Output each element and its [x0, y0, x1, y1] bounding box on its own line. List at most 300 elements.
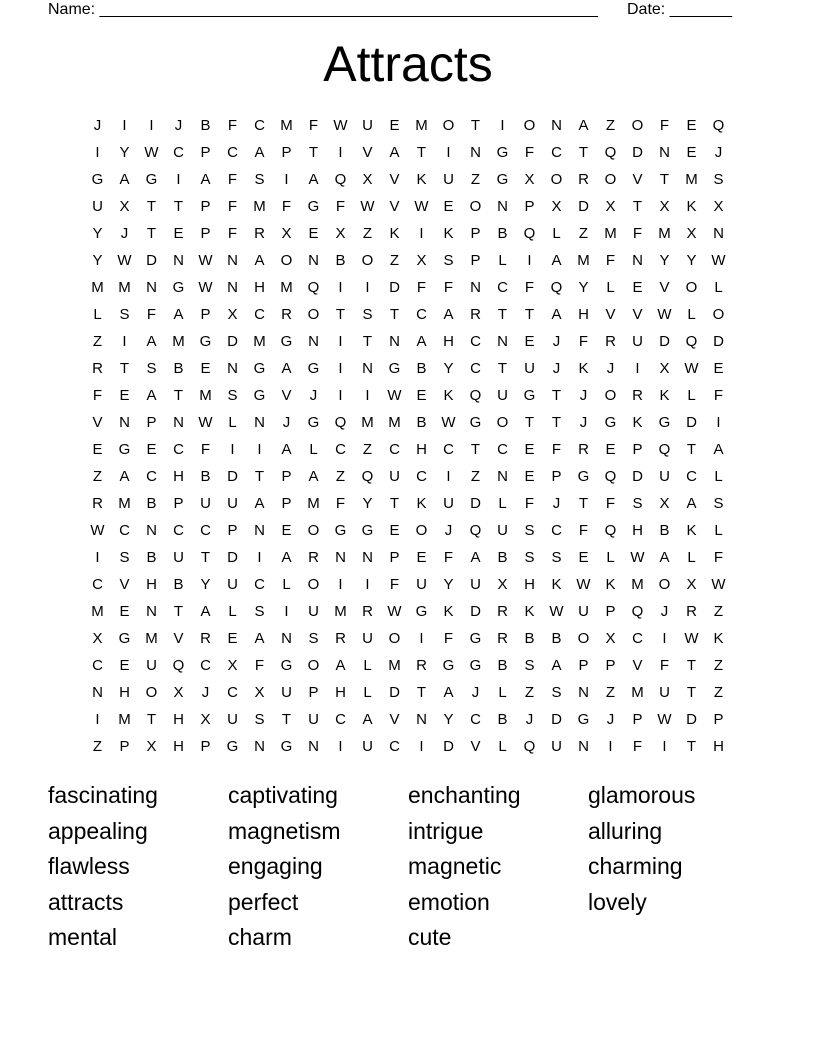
grid-letter[interactable]: J [606, 360, 615, 377]
grid-letter[interactable]: C [173, 441, 184, 458]
grid-letter[interactable]: J [660, 603, 669, 620]
grid-letter[interactable]: L [309, 441, 318, 458]
grid-letter[interactable]: Y [119, 144, 130, 161]
grid-letter[interactable]: R [281, 306, 292, 323]
grid-letter[interactable]: B [497, 657, 508, 674]
grid-letter[interactable]: Z [713, 657, 724, 674]
grid-letter[interactable]: W [387, 387, 402, 404]
grid-letter[interactable]: P [605, 657, 616, 674]
grid-letter[interactable]: G [496, 171, 509, 188]
grid-letter[interactable]: C [389, 441, 400, 458]
grid-letter[interactable]: N [254, 414, 265, 431]
grid-letter[interactable]: J [471, 684, 480, 701]
grid-letter[interactable]: F [659, 657, 670, 674]
grid-letter[interactable]: I [122, 117, 127, 134]
grid-letter[interactable]: V [119, 576, 130, 593]
name-field[interactable]: Name: ________________________________________________________ [48, 1, 598, 18]
grid-letter[interactable]: N [389, 333, 400, 350]
grid-letter[interactable]: I [95, 711, 100, 728]
grid-letter[interactable]: U [281, 684, 292, 701]
grid-letter[interactable]: H [416, 441, 427, 458]
grid-letter[interactable]: Q [361, 468, 374, 485]
grid-letter[interactable]: T [308, 144, 319, 161]
grid-letter[interactable]: Q [523, 738, 536, 755]
grid-letter[interactable]: Y [686, 252, 697, 269]
grid-letter[interactable]: L [498, 738, 507, 755]
grid-letter[interactable]: J [174, 117, 183, 134]
grid-letter[interactable]: H [578, 306, 589, 323]
grid-letter[interactable]: T [686, 684, 697, 701]
grid-letter[interactable]: G [280, 738, 293, 755]
grid-letter[interactable]: A [281, 549, 292, 566]
grid-letter[interactable]: P [200, 225, 211, 242]
grid-letter[interactable]: A [200, 603, 211, 620]
grid-letter[interactable]: W [684, 360, 699, 377]
grid-letter[interactable]: C [173, 144, 184, 161]
grid-letter[interactable]: X [605, 630, 616, 647]
grid-letter[interactable]: U [524, 360, 535, 377]
grid-letter[interactable]: P [578, 657, 589, 674]
grid-letter[interactable]: J [201, 684, 210, 701]
grid-letter[interactable]: E [92, 441, 103, 458]
grid-letter[interactable]: E [605, 441, 616, 458]
grid-letter[interactable]: C [92, 657, 103, 674]
grid-letter[interactable]: N [335, 549, 346, 566]
grid-letter[interactable]: P [389, 549, 400, 566]
grid-letter[interactable]: U [308, 603, 319, 620]
grid-letter[interactable]: P [524, 198, 535, 215]
grid-letter[interactable]: G [388, 360, 401, 377]
grid-letter[interactable]: Z [578, 225, 589, 242]
grid-letter[interactable]: F [524, 144, 535, 161]
grid-letter[interactable]: A [416, 333, 427, 350]
grid-letter[interactable]: U [659, 468, 670, 485]
grid-letter[interactable]: Z [389, 252, 400, 269]
grid-letter[interactable]: A [119, 171, 130, 188]
grid-letter[interactable]: M [145, 630, 158, 647]
grid-letter[interactable]: R [362, 603, 373, 620]
grid-letter[interactable]: C [173, 522, 184, 539]
grid-letter[interactable]: V [362, 144, 373, 161]
grid-letter[interactable]: D [713, 333, 724, 350]
grid-letter[interactable]: F [713, 549, 724, 566]
grid-letter[interactable]: W [387, 603, 402, 620]
grid-letter[interactable]: F [524, 495, 535, 512]
grid-letter[interactable]: G [91, 171, 104, 188]
grid-letter[interactable]: U [92, 198, 103, 215]
grid-letter[interactable]: N [497, 198, 508, 215]
grid-letter[interactable]: V [605, 306, 616, 323]
grid-letter[interactable]: R [632, 387, 643, 404]
grid-letter[interactable]: P [146, 414, 157, 431]
grid-letter[interactable]: M [388, 414, 401, 431]
grid-letter[interactable]: C [470, 333, 481, 350]
grid-letter[interactable]: K [416, 495, 427, 512]
grid-letter[interactable]: S [632, 495, 643, 512]
grid-letter[interactable]: X [200, 711, 211, 728]
grid-letter[interactable]: O [307, 576, 320, 593]
grid-letter[interactable]: U [551, 738, 562, 755]
grid-letter[interactable]: P [119, 738, 130, 755]
grid-letter[interactable]: E [443, 198, 454, 215]
grid-letter[interactable]: A [254, 630, 265, 647]
grid-letter[interactable]: B [551, 630, 562, 647]
grid-letter[interactable]: Z [92, 738, 103, 755]
grid-letter[interactable]: T [389, 306, 400, 323]
grid-letter[interactable]: Q [334, 414, 347, 431]
grid-letter[interactable]: R [578, 441, 589, 458]
grid-letter[interactable]: M [388, 657, 401, 674]
grid-letter[interactable]: Y [578, 279, 589, 296]
grid-letter[interactable]: W [711, 252, 726, 269]
grid-letter[interactable]: N [551, 117, 562, 134]
grid-letter[interactable]: T [551, 387, 562, 404]
grid-letter[interactable]: C [551, 522, 562, 539]
grid-letter[interactable]: Q [631, 603, 644, 620]
grid-letter[interactable]: E [146, 441, 157, 458]
grid-letter[interactable]: H [173, 738, 184, 755]
grid-letter[interactable]: A [173, 306, 184, 323]
grid-letter[interactable]: X [659, 360, 670, 377]
grid-letter[interactable]: N [362, 549, 373, 566]
grid-letter[interactable]: B [416, 360, 427, 377]
grid-letter[interactable]: U [362, 630, 373, 647]
grid-letter[interactable]: P [632, 441, 643, 458]
grid-letter[interactable]: I [338, 144, 343, 161]
grid-letter[interactable]: I [338, 738, 343, 755]
grid-letter[interactable]: J [552, 360, 561, 377]
grid-letter[interactable]: T [119, 360, 130, 377]
grid-letter[interactable]: Q [550, 279, 563, 296]
grid-letter[interactable]: U [173, 549, 184, 566]
grid-letter[interactable]: V [173, 630, 184, 647]
grid-letter[interactable]: F [443, 630, 454, 647]
grid-letter[interactable]: N [254, 522, 265, 539]
grid-letter[interactable]: F [227, 225, 238, 242]
grid-letter[interactable]: Q [469, 387, 482, 404]
grid-letter[interactable]: K [551, 576, 562, 593]
grid-letter[interactable]: P [200, 738, 211, 755]
grid-letter[interactable]: E [416, 549, 427, 566]
grid-letter[interactable]: X [524, 171, 535, 188]
grid-letter[interactable]: G [199, 333, 212, 350]
grid-letter[interactable]: U [659, 684, 670, 701]
grid-letter[interactable]: N [308, 252, 319, 269]
grid-letter[interactable]: V [389, 171, 400, 188]
grid-letter[interactable]: G [280, 333, 293, 350]
grid-letter[interactable]: A [443, 306, 454, 323]
grid-letter[interactable]: T [659, 171, 670, 188]
grid-letter[interactable]: E [524, 441, 535, 458]
grid-letter[interactable]: P [470, 252, 481, 269]
grid-letter[interactable]: D [146, 252, 157, 269]
grid-letter[interactable]: F [335, 495, 346, 512]
grid-letter[interactable]: A [308, 468, 319, 485]
grid-letter[interactable]: M [307, 495, 320, 512]
grid-letter[interactable]: Z [470, 468, 481, 485]
grid-letter[interactable]: C [416, 306, 427, 323]
grid-letter[interactable]: E [173, 225, 184, 242]
grid-letter[interactable]: P [173, 495, 184, 512]
grid-letter[interactable]: F [524, 279, 535, 296]
grid-letter[interactable]: Y [362, 495, 373, 512]
grid-letter[interactable]: F [308, 117, 319, 134]
grid-letter[interactable]: Y [92, 225, 103, 242]
grid-letter[interactable]: E [119, 603, 130, 620]
grid-letter[interactable]: N [497, 333, 508, 350]
grid-letter[interactable]: S [146, 360, 157, 377]
grid-letter[interactable]: M [199, 387, 212, 404]
grid-letter[interactable]: Q [334, 171, 347, 188]
grid-letter[interactable]: C [335, 441, 346, 458]
grid-letter[interactable]: W [144, 144, 159, 161]
grid-letter[interactable]: S [524, 549, 535, 566]
grid-letter[interactable]: I [608, 738, 613, 755]
grid-letter[interactable]: C [335, 711, 346, 728]
grid-letter[interactable]: Q [469, 522, 482, 539]
grid-letter[interactable]: Q [307, 279, 320, 296]
grid-letter[interactable]: B [659, 522, 670, 539]
grid-letter[interactable]: V [389, 198, 400, 215]
grid-letter[interactable]: K [389, 225, 400, 242]
grid-letter[interactable]: L [714, 522, 723, 539]
grid-letter[interactable]: W [630, 549, 645, 566]
grid-letter[interactable]: N [281, 630, 292, 647]
grid-letter[interactable]: H [254, 279, 265, 296]
grid-letter[interactable]: B [146, 549, 157, 566]
grid-letter[interactable]: E [389, 522, 400, 539]
grid-letter[interactable]: C [227, 684, 238, 701]
grid-letter[interactable]: H [524, 576, 535, 593]
grid-letter[interactable]: E [308, 225, 319, 242]
grid-letter[interactable]: F [551, 441, 562, 458]
grid-letter[interactable]: N [119, 414, 130, 431]
grid-letter[interactable]: O [415, 522, 428, 539]
grid-letter[interactable]: W [441, 414, 456, 431]
grid-letter[interactable]: A [551, 252, 562, 269]
grid-letter[interactable]: V [470, 738, 481, 755]
grid-letter[interactable]: V [92, 414, 103, 431]
grid-letter[interactable]: W [117, 252, 132, 269]
grid-letter[interactable]: J [93, 117, 102, 134]
grid-letter[interactable]: P [200, 144, 211, 161]
grid-letter[interactable]: C [119, 522, 130, 539]
grid-letter[interactable]: W [333, 117, 348, 134]
grid-letter[interactable]: H [146, 576, 157, 593]
grid-letter[interactable]: X [281, 225, 292, 242]
date-field[interactable]: Date: _______ [627, 1, 732, 18]
grid-letter[interactable]: N [173, 252, 184, 269]
grid-letter[interactable]: A [254, 144, 265, 161]
grid-letter[interactable]: R [335, 630, 346, 647]
grid-letter[interactable]: C [686, 468, 697, 485]
grid-letter[interactable]: Y [200, 576, 211, 593]
grid-letter[interactable]: X [362, 171, 373, 188]
grid-letter[interactable]: T [173, 198, 184, 215]
grid-letter[interactable]: Q [604, 144, 617, 161]
grid-letter[interactable]: S [524, 522, 535, 539]
grid-letter[interactable]: E [686, 144, 697, 161]
grid-letter[interactable]: U [443, 495, 454, 512]
grid-letter[interactable]: D [443, 738, 454, 755]
grid-letter[interactable]: E [632, 279, 643, 296]
grid-letter[interactable]: O [361, 252, 374, 269]
grid-letter[interactable]: D [659, 333, 670, 350]
grid-letter[interactable]: Z [524, 684, 535, 701]
grid-letter[interactable]: X [659, 495, 670, 512]
grid-letter[interactable]: Q [712, 117, 725, 134]
grid-letter[interactable]: W [684, 630, 699, 647]
grid-letter[interactable]: R [470, 306, 481, 323]
grid-letter[interactable]: T [686, 657, 697, 674]
grid-letter[interactable]: O [631, 117, 644, 134]
grid-letter[interactable]: N [146, 522, 157, 539]
grid-letter[interactable]: K [443, 603, 454, 620]
grid-letter[interactable]: T [146, 198, 157, 215]
grid-letter[interactable]: M [604, 225, 617, 242]
grid-letter[interactable]: O [685, 279, 698, 296]
grid-letter[interactable]: K [713, 630, 724, 647]
grid-letter[interactable]: C [470, 711, 481, 728]
grid-letter[interactable]: N [470, 144, 481, 161]
grid-letter[interactable]: U [227, 495, 238, 512]
grid-letter[interactable]: U [308, 711, 319, 728]
grid-letter[interactable]: S [443, 252, 454, 269]
grid-letter[interactable]: X [686, 225, 697, 242]
grid-letter[interactable]: S [308, 630, 319, 647]
grid-letter[interactable]: K [659, 387, 670, 404]
grid-letter[interactable]: G [307, 360, 320, 377]
grid-letter[interactable]: Z [92, 468, 103, 485]
grid-letter[interactable]: B [173, 360, 184, 377]
grid-letter[interactable]: I [419, 630, 424, 647]
grid-letter[interactable]: P [227, 522, 238, 539]
grid-letter[interactable]: C [254, 306, 265, 323]
grid-letter[interactable]: G [577, 711, 590, 728]
grid-letter[interactable]: C [146, 468, 157, 485]
grid-letter[interactable]: A [551, 657, 562, 674]
grid-letter[interactable]: M [658, 225, 671, 242]
grid-letter[interactable]: F [227, 171, 238, 188]
grid-letter[interactable]: W [198, 414, 213, 431]
grid-letter[interactable]: O [604, 387, 617, 404]
grid-letter[interactable]: V [632, 171, 643, 188]
grid-letter[interactable]: P [281, 468, 292, 485]
grid-letter[interactable]: F [659, 117, 670, 134]
grid-letter[interactable]: S [254, 603, 265, 620]
grid-letter[interactable]: O [604, 171, 617, 188]
grid-letter[interactable]: J [309, 387, 318, 404]
grid-letter[interactable]: B [497, 225, 508, 242]
grid-letter[interactable]: O [712, 306, 725, 323]
grid-letter[interactable]: C [254, 117, 265, 134]
grid-letter[interactable]: Y [443, 711, 454, 728]
grid-letter[interactable]: D [686, 414, 697, 431]
grid-letter[interactable]: M [415, 117, 428, 134]
grid-letter[interactable]: T [200, 549, 211, 566]
grid-letter[interactable]: G [280, 657, 293, 674]
grid-letter[interactable]: A [551, 306, 562, 323]
grid-letter[interactable]: M [631, 576, 644, 593]
grid-letter[interactable]: A [281, 441, 292, 458]
grid-letter[interactable]: L [228, 414, 237, 431]
grid-letter[interactable]: Z [362, 441, 373, 458]
grid-letter[interactable]: P [200, 306, 211, 323]
grid-letter[interactable]: I [257, 441, 262, 458]
grid-letter[interactable]: N [713, 225, 724, 242]
grid-letter[interactable]: X [497, 576, 508, 593]
grid-letter[interactable]: G [469, 657, 482, 674]
grid-letter[interactable]: T [362, 333, 373, 350]
grid-letter[interactable]: R [308, 549, 319, 566]
grid-letter[interactable]: A [335, 657, 346, 674]
grid-letter[interactable]: U [389, 468, 400, 485]
grid-letter[interactable]: R [497, 630, 508, 647]
grid-letter[interactable]: L [687, 306, 696, 323]
grid-letter[interactable]: L [714, 279, 723, 296]
grid-letter[interactable]: F [632, 225, 643, 242]
grid-letter[interactable]: D [551, 711, 562, 728]
grid-letter[interactable]: J [579, 414, 588, 431]
grid-letter[interactable]: E [281, 522, 292, 539]
grid-letter[interactable]: Q [172, 657, 185, 674]
grid-letter[interactable]: B [524, 630, 535, 647]
grid-letter[interactable]: Z [362, 225, 373, 242]
grid-letter[interactable]: M [631, 684, 644, 701]
grid-letter[interactable]: P [605, 603, 616, 620]
grid-letter[interactable]: I [500, 117, 505, 134]
grid-letter[interactable]: X [146, 738, 157, 755]
grid-letter[interactable]: J [579, 387, 588, 404]
grid-letter[interactable]: H [632, 522, 643, 539]
grid-letter[interactable]: I [95, 144, 100, 161]
grid-letter[interactable]: Q [658, 441, 671, 458]
grid-letter[interactable]: C [200, 657, 211, 674]
grid-letter[interactable]: S [227, 387, 238, 404]
grid-letter[interactable]: G [118, 441, 131, 458]
grid-letter[interactable]: X [173, 684, 184, 701]
grid-letter[interactable]: A [686, 495, 697, 512]
grid-letter[interactable]: R [92, 495, 103, 512]
grid-letter[interactable]: R [92, 360, 103, 377]
grid-letter[interactable]: D [632, 144, 643, 161]
grid-letter[interactable]: H [335, 684, 346, 701]
grid-letter[interactable]: T [686, 441, 697, 458]
grid-letter[interactable]: K [686, 198, 697, 215]
grid-letter[interactable]: I [230, 441, 235, 458]
grid-letter[interactable]: K [632, 414, 643, 431]
grid-letter[interactable]: J [552, 495, 561, 512]
grid-letter[interactable]: S [551, 549, 562, 566]
grid-letter[interactable]: B [335, 252, 346, 269]
grid-letter[interactable]: Y [443, 576, 454, 593]
grid-letter[interactable]: T [497, 360, 508, 377]
grid-letter[interactable]: C [254, 576, 265, 593]
grid-letter[interactable]: W [657, 306, 672, 323]
grid-letter[interactable]: I [365, 387, 370, 404]
grid-letter[interactable]: N [578, 738, 589, 755]
grid-letter[interactable]: K [524, 603, 535, 620]
grid-letter[interactable]: M [280, 279, 293, 296]
grid-letter[interactable]: F [389, 576, 400, 593]
grid-letter[interactable]: W [414, 198, 429, 215]
grid-letter[interactable]: E [119, 387, 130, 404]
grid-letter[interactable]: O [307, 306, 320, 323]
grid-letter[interactable]: F [92, 387, 103, 404]
grid-letter[interactable]: L [606, 279, 615, 296]
grid-letter[interactable]: G [469, 414, 482, 431]
grid-letter[interactable]: F [443, 549, 454, 566]
